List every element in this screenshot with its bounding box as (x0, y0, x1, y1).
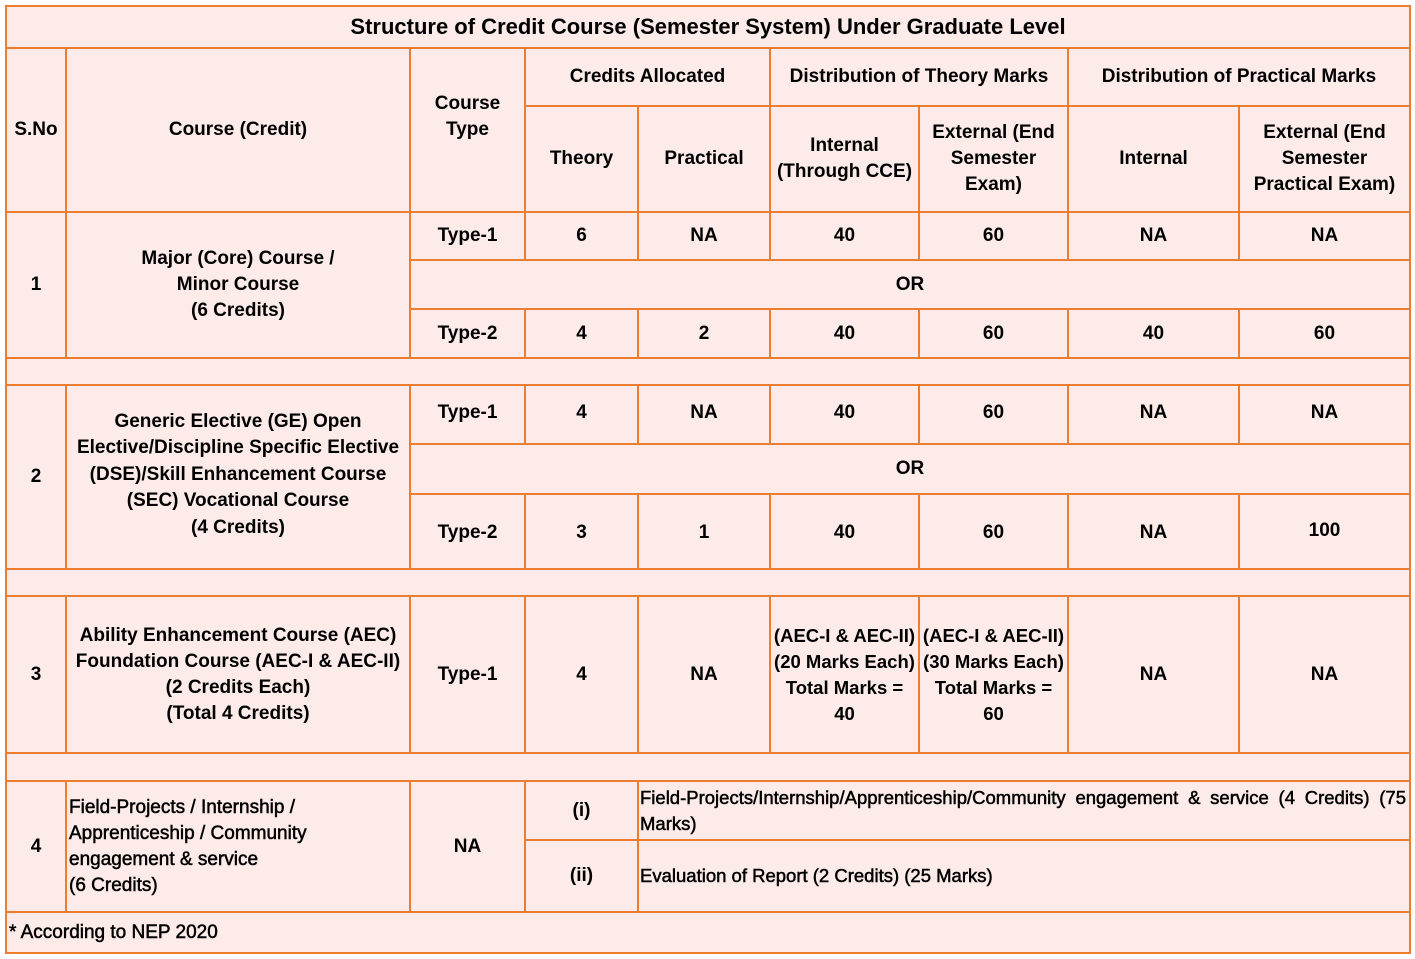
row1-type2-practical-internal: 40 (1067, 308, 1240, 359)
row2-type1-theory: 4 (524, 384, 639, 445)
spacer-row (5, 568, 1411, 597)
row2-type1: Type-1 (409, 384, 526, 445)
row3-theory-internal: (AEC-I & AEC-II) (20 Marks Each) Total Marks = 40 (769, 595, 920, 754)
row2-type1-theory-external: 60 (918, 384, 1069, 445)
footnote: * According to NEP 2020 (5, 911, 1411, 954)
row1-type2-practical: 2 (637, 308, 771, 359)
row1-type2-theory-internal: 40 (769, 308, 920, 359)
row2-type2-practical: 1 (637, 493, 771, 570)
row2-type2-practical-internal: NA (1067, 493, 1240, 570)
row1-type1-theory-external: 60 (918, 211, 1069, 261)
row4-item2-num: (ii) (524, 839, 639, 913)
row3-sno: 3 (5, 595, 67, 754)
header-sno: S.No (5, 47, 67, 213)
row3-course: Ability Enhancement Course (AEC) Foundation Course (AEC-I & AEC-II) (2 Credits Each) (Total 4 Credits) (65, 595, 411, 754)
header-practical-internal: Internal (1067, 105, 1240, 213)
spacer-row (5, 357, 1411, 386)
row1-or: OR (409, 259, 1411, 310)
row4-sno: 4 (5, 780, 67, 913)
row2-or: OR (409, 443, 1411, 495)
row1-type1-practical: NA (637, 211, 771, 261)
row3-practical-internal: NA (1067, 595, 1240, 754)
header-theory: Theory (524, 105, 639, 213)
row2-type1-theory-internal: 40 (769, 384, 920, 445)
header-credits-allocated: Credits Allocated (524, 47, 771, 107)
header-theory-internal: Internal (Through CCE) (769, 105, 920, 213)
row3-theory: 4 (524, 595, 639, 754)
row2-type2-theory: 3 (524, 493, 639, 570)
row1-type2-theory-external: 60 (918, 308, 1069, 359)
row2-sno: 2 (5, 384, 67, 570)
row2-type2-practical-external: 100 (1238, 493, 1411, 570)
row1-sno: 1 (5, 211, 67, 359)
row1-type1-practical-external: NA (1238, 211, 1411, 261)
row1-type1-theory: 6 (524, 211, 639, 261)
row4-type: NA (409, 780, 526, 913)
spacer-row (5, 752, 1411, 782)
row4-course: Field-Projects / Internship / Apprenticeship / Community engagement & service (6 Credits) (65, 780, 411, 913)
row3-theory-external: (AEC-I & AEC-II) (30 Marks Each) Total Marks = 60 (918, 595, 1069, 754)
row2-type1-practical-external: NA (1238, 384, 1411, 445)
row3-practical: NA (637, 595, 771, 754)
header-theory-external: External (End Semester Exam) (918, 105, 1069, 213)
row3-practical-external: NA (1238, 595, 1411, 754)
row3-type1: Type-1 (409, 595, 526, 754)
row2-type1-practical-internal: NA (1067, 384, 1240, 445)
row4-item2-text: Evaluation of Report (2 Credits) (25 Marks) (637, 839, 1411, 913)
row4-item1-num: (i) (524, 780, 639, 841)
row2-type1-practical: NA (637, 384, 771, 445)
table-title: Structure of Credit Course (Semester System) Under Graduate Level (5, 5, 1411, 49)
row1-type1: Type-1 (409, 211, 526, 261)
row2-type2-theory-external: 60 (918, 493, 1069, 570)
row1-type2-theory: 4 (524, 308, 639, 359)
row2-course: Generic Elective (GE) Open Elective/Discipline Specific Elective (DSE)/Skill Enhancement Course (SEC) Vocational Course (4 Credits) (65, 384, 411, 570)
row4-item1-text: Field-Projects/Internship/Apprenticeship/Community engagement & service (4 Credits) (75 Marks) (637, 780, 1411, 841)
header-theory-marks: Distribution of Theory Marks (769, 47, 1069, 107)
row2-type2-theory-internal: 40 (769, 493, 920, 570)
header-practical: Practical (637, 105, 771, 213)
header-course-type: Course Type (409, 47, 526, 213)
row1-type1-theory-internal: 40 (769, 211, 920, 261)
row2-type2: Type-2 (409, 493, 526, 570)
row1-course: Major (Core) Course / Minor Course (6 Credits) (65, 211, 411, 359)
header-course: Course (Credit) (65, 47, 411, 213)
row1-type2-practical-external: 60 (1238, 308, 1411, 359)
row1-type1-practical-internal: NA (1067, 211, 1240, 261)
header-practical-marks: Distribution of Practical Marks (1067, 47, 1411, 107)
row1-type2: Type-2 (409, 308, 526, 359)
header-practical-external: External (End Semester Practical Exam) (1238, 105, 1411, 213)
